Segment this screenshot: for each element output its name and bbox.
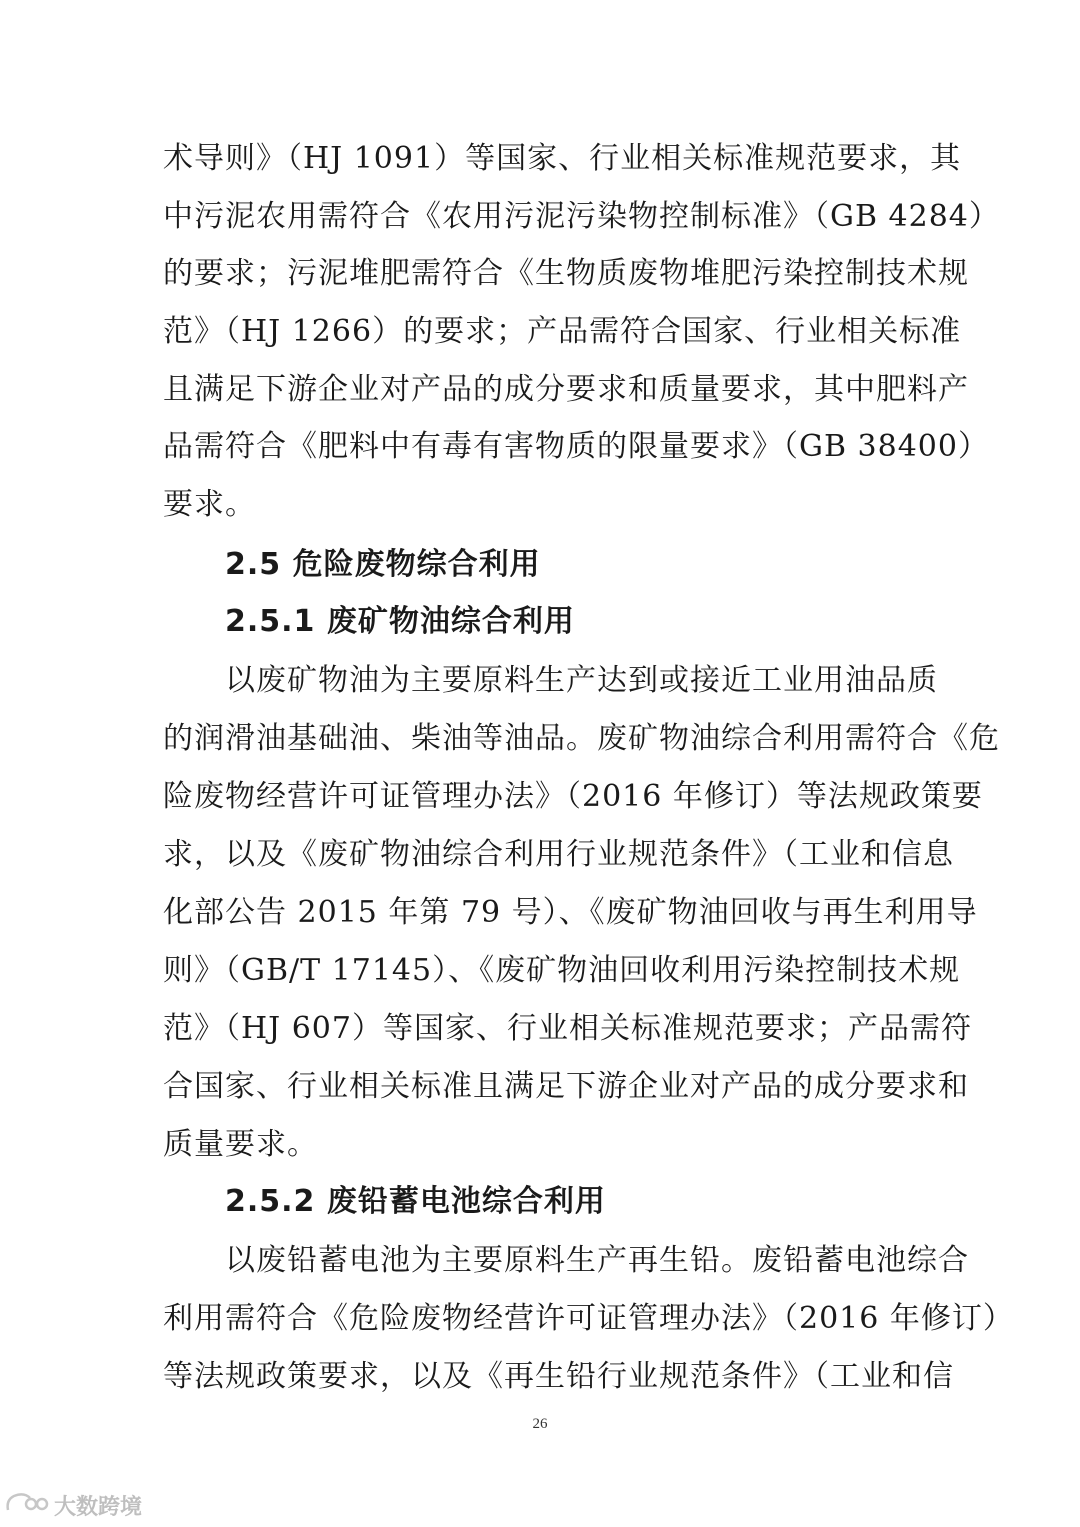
paragraph-line: 的要求；污泥堆肥需符合《生物质废物堆肥污染控制技术规 xyxy=(163,256,969,291)
paragraph-line: 术导则》（HJ 1091）等国家、行业相关标准规范要求，其 xyxy=(163,141,962,176)
section-heading-2-5-1: 2.5.1 废矿物油综合利用 xyxy=(225,604,575,639)
paragraph-line: 利用需符合《危险废物经营许可证管理办法》（2016 年修订） xyxy=(163,1301,1014,1336)
paragraph-line: 则》（GB/T 17145）、《废矿物油回收利用污染控制技术规 xyxy=(163,953,961,988)
paragraph-line: 质量要求。 xyxy=(163,1127,318,1162)
watermark xyxy=(4,1490,142,1520)
paragraph-line: 品需符合《肥料中有毒有害物质的限量要求》（GB 38400） xyxy=(163,429,989,464)
paragraph-line: 合国家、行业相关标准且满足下游企业对产品的成分要求和 xyxy=(163,1069,969,1104)
paragraph-line: 险废物经营许可证管理办法》（2016 年修订）等法规政策要 xyxy=(163,779,983,814)
paragraph-line: 范》（HJ 607）等国家、行业相关标准规范要求；产品需符 xyxy=(163,1011,972,1046)
section-heading-2-5: 2.5 危险废物综合利用 xyxy=(225,547,541,582)
paragraph-line: 中污泥农用需符合《农用污泥污染物控制标准》（GB 4284） xyxy=(163,199,1000,234)
paragraph-line: 等法规政策要求，以及《再生铅行业规范条件》（工业和信 xyxy=(163,1359,954,1394)
paragraph-line: 的润滑油基础油、柴油等油品。废矿物油综合利用需符合《危 xyxy=(163,721,1000,756)
paragraph-line: 以废铅蓄电池为主要原料生产再生铅。废铅蓄电池综合 xyxy=(225,1243,969,1278)
section-heading-2-5-2: 2.5.2 废铅蓄电池综合利用 xyxy=(225,1184,606,1219)
paragraph-line: 要求。 xyxy=(163,487,256,522)
paragraph-line: 化部公告 2015 年第 79 号）、《废矿物油回收与再生利用导 xyxy=(163,895,978,930)
paragraph-line: 求，以及《废矿物油综合利用行业规范条件》（工业和信息 xyxy=(163,837,954,872)
paragraph-line: 以废矿物油为主要原料生产达到或接近工业用油品质 xyxy=(225,663,938,698)
watermark-logo-icon xyxy=(4,1490,50,1520)
paragraph-line: 且满足下游企业对产品的成分要求和质量要求，其中肥料产 xyxy=(163,372,969,407)
watermark-text: 大数跨境 xyxy=(54,1494,143,1520)
paragraph-line: 范》（HJ 1266）的要求；产品需符合国家、行业相关标准 xyxy=(163,314,962,349)
page-number: 26 xyxy=(532,1416,548,1432)
